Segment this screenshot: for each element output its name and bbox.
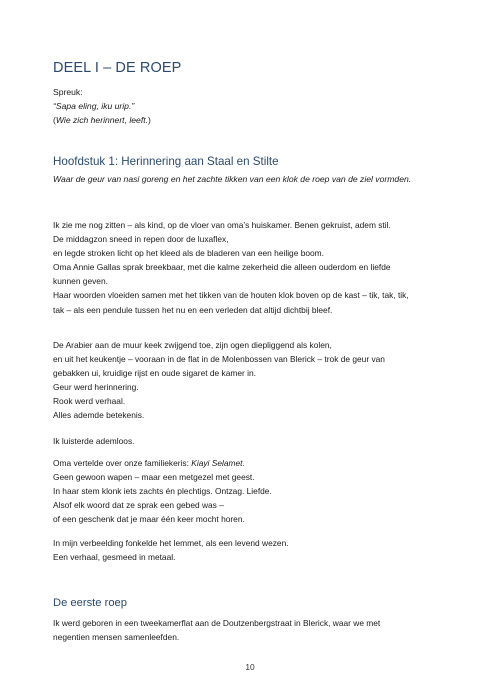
text-line: of een geschenk dat je maar één keer mocht horen. <box>53 514 245 525</box>
motto-paren-open: ( <box>53 115 56 126</box>
text-line: Een verhaal, gesmeed in metaal. <box>53 552 176 563</box>
paragraph-5 <box>53 536 463 564</box>
text-line: en legde stroken licht op het kleed als de bladeren van een heilige boom. <box>53 248 324 259</box>
keris-name: Kiayi Selamet. <box>191 458 245 468</box>
paragraph-1 <box>53 218 463 317</box>
paragraph-3 <box>53 434 463 448</box>
text-line: Geen gewoon wapen – maar een metgezel met geest. <box>53 472 255 483</box>
chapter-subtitle: Waar de geur van nasi goreng en het zachte tikken van een klok de roep van de ziel vormden. <box>53 174 412 184</box>
text-line: Haar woorden vloeiden samen met het tikken van de houten klok boven op de kast – tik, tak, tik, <box>53 290 409 301</box>
text-line: en uit het keukentje – vooraan in de flat in de Molenbossen van Blerick – trok de geur van <box>53 354 385 365</box>
motto-translation: Wie zich herinnert, leeft. <box>55 115 148 126</box>
text-line: kunnen geven. <box>53 276 108 287</box>
part-title: DEEL I – DE ROEP <box>53 60 182 76</box>
chapter-title: Hoofdstuk 1: Herinnering aan Staal en Stilte <box>53 155 279 168</box>
text-line: Ik luisterde ademloos. <box>53 436 135 446</box>
motto-translation-line <box>53 113 151 127</box>
text-line: In mijn verbeelding fonkelde het lemmet, als een levend wezen. <box>53 538 289 548</box>
text-line: De Arabier aan de muur keek zwijgend toe, zijn ogen diepliggend als kolen, <box>53 340 332 350</box>
text-line: Alles ademde betekenis. <box>53 410 145 421</box>
text-line: Ik zie me nog zitten – als kind, op de vloer van oma’s huiskamer. Benen gekruist, adem stil. <box>53 220 391 230</box>
motto-quote: “Sapa eling, iku urip.” <box>53 101 135 112</box>
paragraph-2 <box>53 338 463 423</box>
motto <box>53 85 151 128</box>
page-number: 10 <box>245 662 255 672</box>
text-line <box>53 456 463 470</box>
text-line: Oma Annie Gallas sprak breekbaar, met die kalme zekerheid die alleen ouderdom en liefde <box>53 262 391 273</box>
text-line: tak – als een pendule tussen het nu en een verleden dat altijd dichtbij bleef. <box>53 304 333 315</box>
text-line: De middagzon sneed in repen door de luxaflex, <box>53 234 229 245</box>
text-line: negentien mensen samenleefden. <box>53 632 180 643</box>
text-line: Geur werd herinnering. <box>53 382 139 393</box>
text-line: Rook werd verhaal. <box>53 396 126 407</box>
section-title: De eerste roep <box>53 597 128 609</box>
motto-paren-close: ) <box>147 115 151 126</box>
text-line: gebakken ui, kruidige rijst en oude sigaret de kamer in. <box>53 368 256 379</box>
paragraph-4 <box>53 456 463 526</box>
paragraph-6 <box>53 616 463 644</box>
text-line: In haar stem klonk iets zachts én plechtigs. Ontzag. Liefde. <box>53 486 272 497</box>
text-line: Alsof elk woord dat ze sprak een gebed was – <box>53 500 224 511</box>
motto-label: Spreuk: <box>53 87 83 97</box>
text-line: Ik werd geboren in een tweekamerflat aan de Doutzenbergstraat in Blerick, waar we met <box>53 618 381 628</box>
text-span: Oma vertelde over onze familiekeris: <box>53 458 192 468</box>
